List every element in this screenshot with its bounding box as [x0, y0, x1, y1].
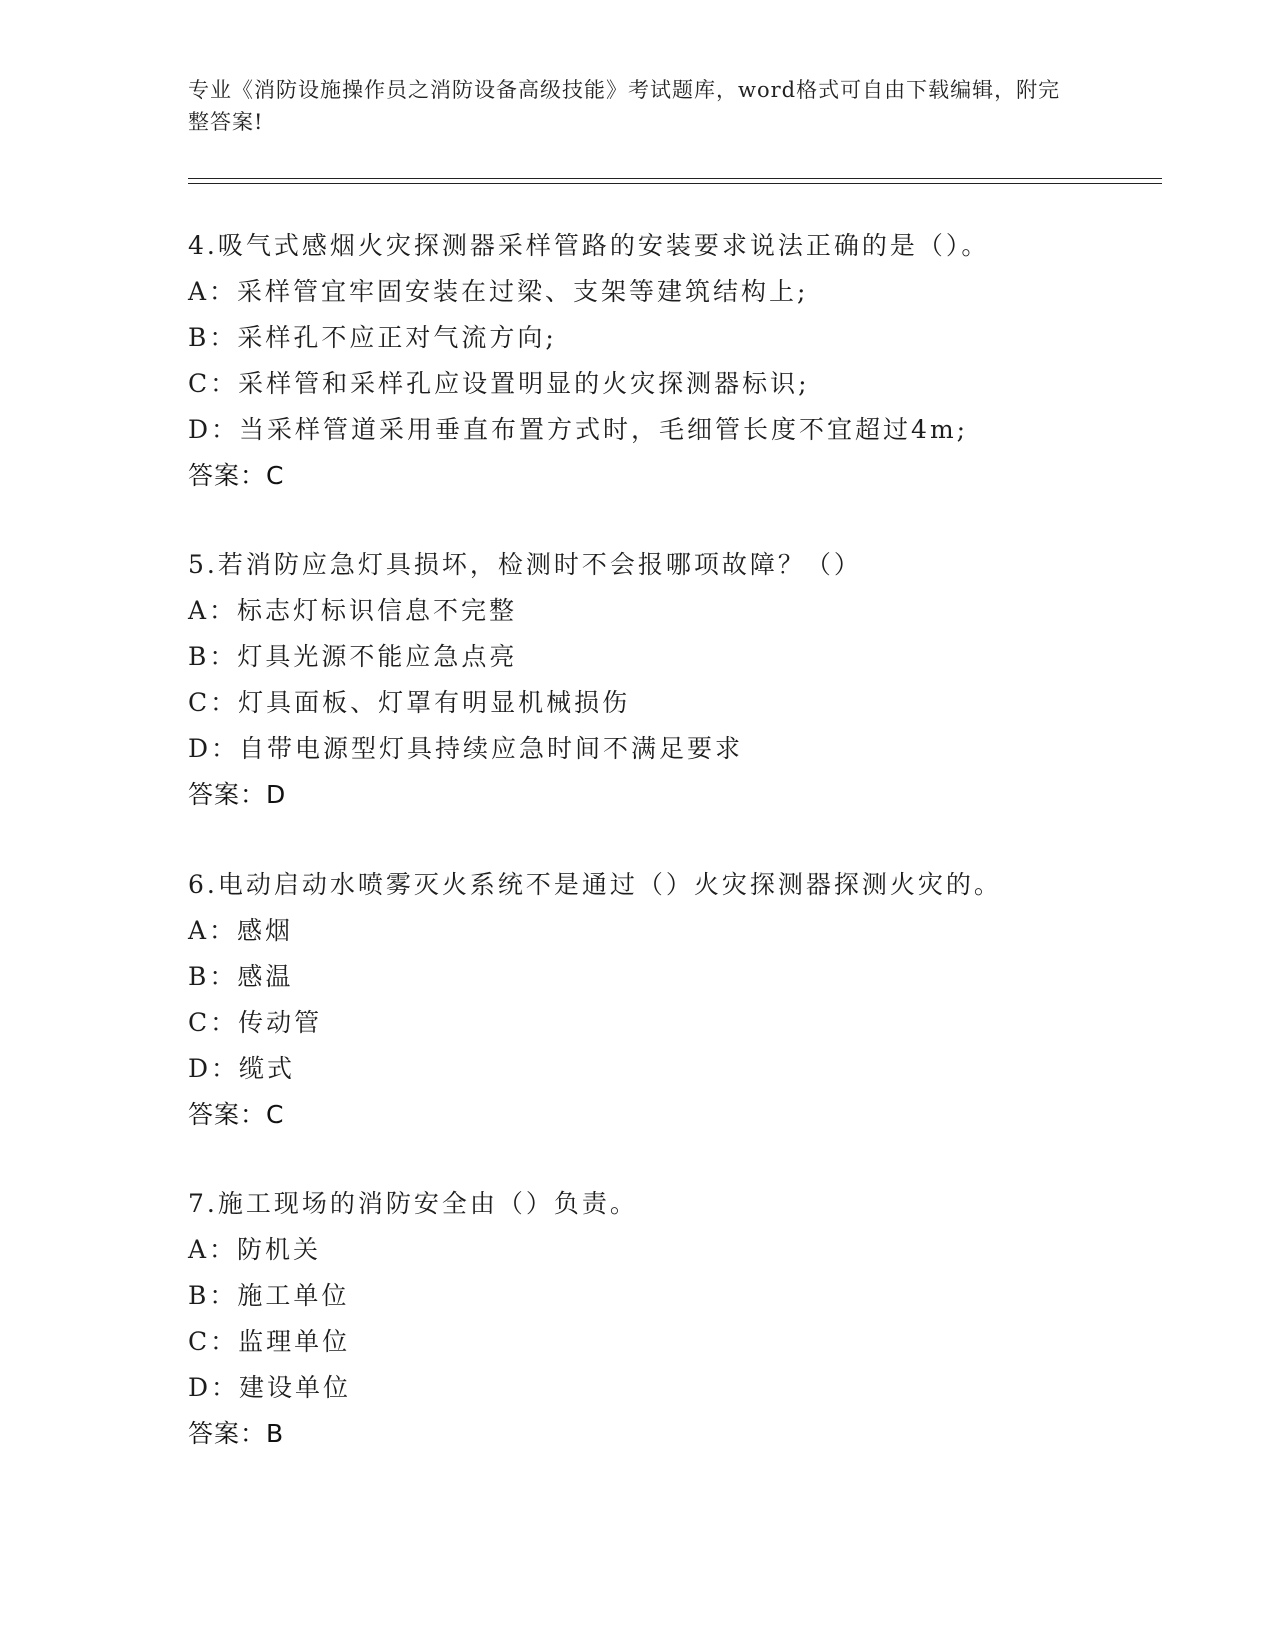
option-c: C：采样管和采样孔应设置明显的火灾探测器标识; — [188, 369, 810, 398]
option-a: A：感烟 — [188, 916, 294, 945]
answer-label: 答案：C — [188, 461, 285, 490]
option-b: B：感温 — [188, 962, 294, 991]
question-stem: 5.若消防应急灯具损坏，检测时不会报哪项故障？（） — [188, 550, 862, 579]
option-a: A：标志灯标识信息不完整 — [188, 596, 518, 625]
option-c: C：监理单位 — [188, 1327, 351, 1356]
question-block — [188, 542, 1168, 818]
document-intro: 专业《消防设施操作员之消防设备高级技能》考试题库，word格式可自由下载编辑，附完整答案! — [188, 78, 1061, 134]
question-stem: 4.吸气式感烟火灾探测器采样管路的安装要求说法正确的是（）。 — [188, 231, 990, 260]
option-a: A：采样管宜牢固安装在过梁、支架等建筑结构上; — [188, 277, 809, 306]
option-d: D：建设单位 — [188, 1373, 352, 1402]
question-block — [188, 862, 1168, 1138]
option-c: C：传动管 — [188, 1008, 323, 1037]
answer-label: 答案：D — [188, 780, 287, 809]
answer-label: 答案：B — [188, 1419, 285, 1448]
option-b: B：施工单位 — [188, 1281, 350, 1310]
option-a: A：防机关 — [188, 1235, 322, 1264]
question-stem: 7.施工现场的消防安全由（）负责。 — [188, 1189, 638, 1218]
option-d: D：自带电源型灯具持续应急时间不满足要求 — [188, 734, 744, 763]
question-block — [188, 1181, 1168, 1457]
option-b: B：灯具光源不能应急点亮 — [188, 642, 518, 671]
option-d: D：缆式 — [188, 1054, 296, 1083]
option-c: C：灯具面板、灯罩有明显机械损伤 — [188, 688, 631, 717]
question-stem: 6.电动启动水喷雾灭火系统不是通过（）火灾探测器探测火灾的。 — [188, 870, 1002, 899]
header-divider — [188, 178, 1162, 184]
option-b: B：采样孔不应正对气流方向; — [188, 323, 557, 352]
option-d: D：当采样管道采用垂直布置方式时，毛细管长度不宜超过4m; — [188, 415, 969, 444]
question-block — [188, 223, 1168, 499]
answer-label: 答案：C — [188, 1100, 285, 1129]
